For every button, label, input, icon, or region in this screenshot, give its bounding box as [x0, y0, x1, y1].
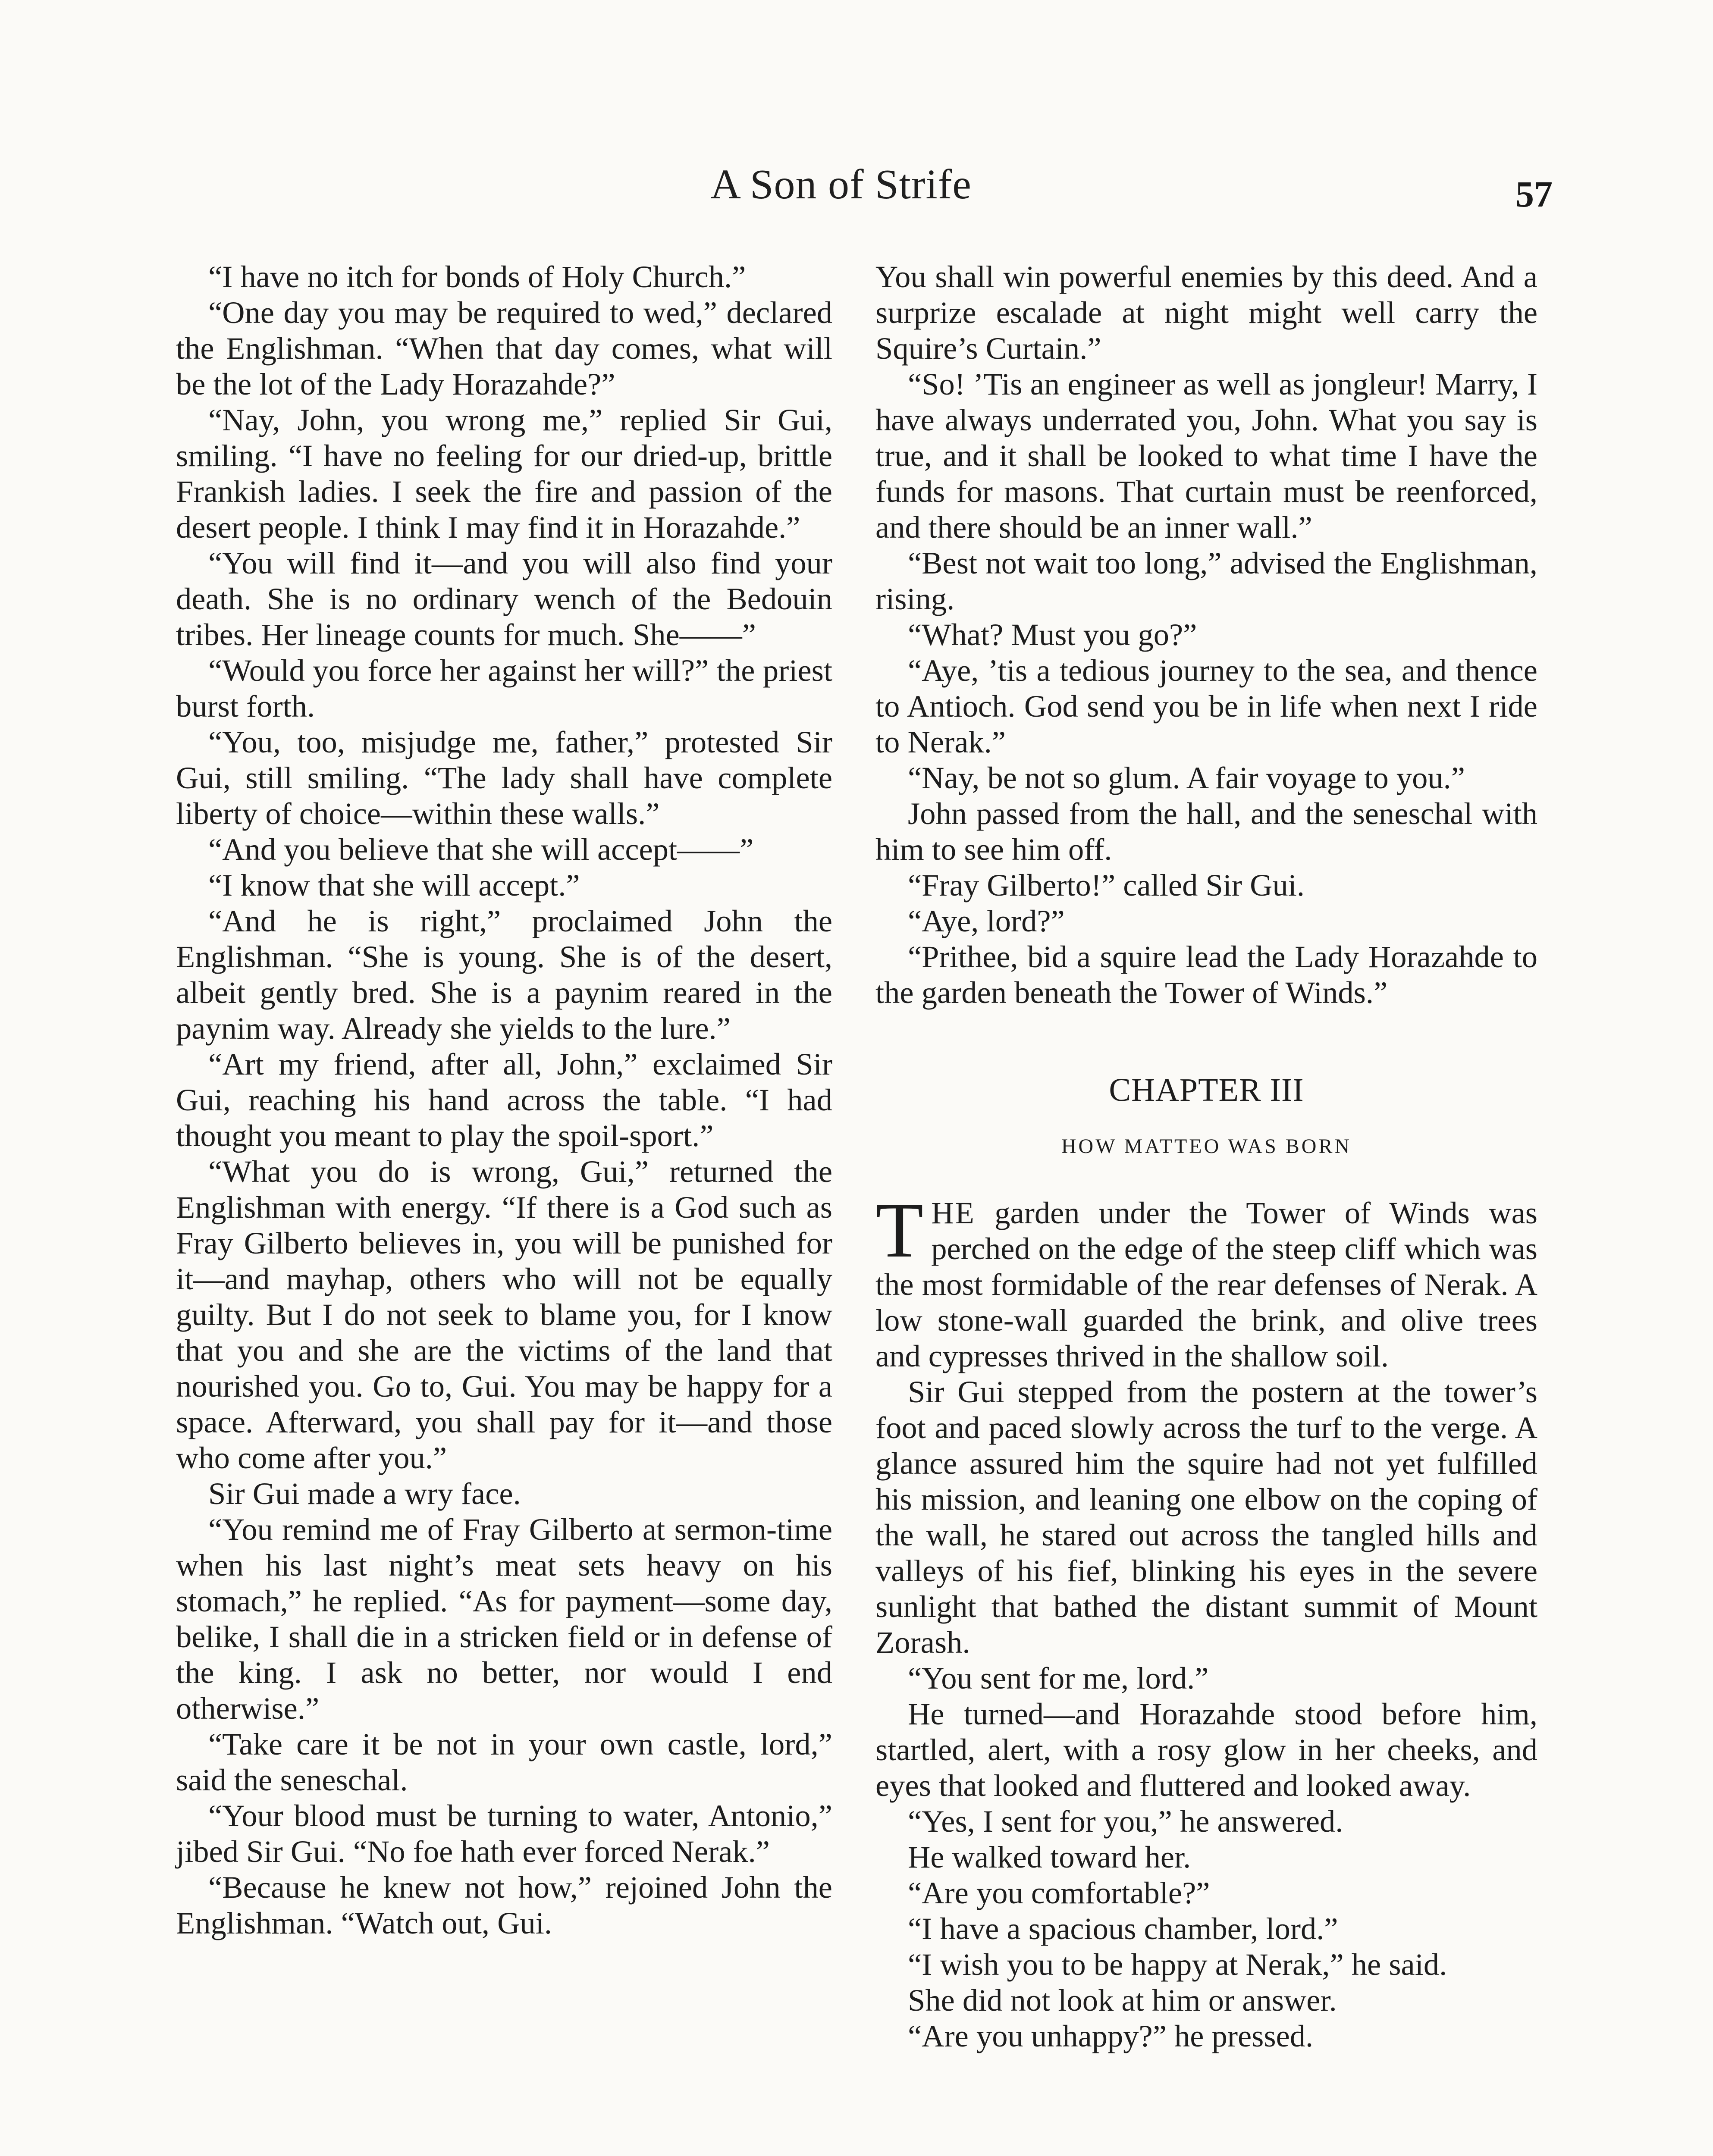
- left-column: [176, 259, 832, 1941]
- paragraph: “Take care it be not in your own castle, lord,” said the seneschal.: [176, 1727, 832, 1797]
- paragraph: “What you do is wrong, Gui,” returned the Englishman with energy. “If there is a God such as Fray Gilberto believes in, you will be punished for it—and mayhap, others who will not be equally guilty. But I do not seek to blame you, for I know that you and she are the victims of the land that nourished you. Go to, Gui. You may be happy for a space. Afterward, you shall pay for it—and those who come after you.”: [176, 1154, 832, 1475]
- paragraph: “And he is right,” proclaimed John the Englishman. “She is young. She is of the desert, albeit gently bred. She is a paynim reared in the paynim way. Already she yields to the lure.”: [176, 903, 832, 1046]
- paragraph: “Prithee, bid a squire lead the Lady Horazahde to the garden beneath the Tower of Winds.”: [875, 939, 1537, 1010]
- chapter-subtitle: HOW MATTEO WAS BORN: [1061, 1135, 1352, 1158]
- paragraph: She did not look at him or answer.: [908, 1983, 1337, 2018]
- paragraph: John passed from the hall, and the seneschal with him to see him off.: [875, 796, 1537, 867]
- paragraph: “What? Must you go?”: [908, 617, 1197, 652]
- paragraph: “I have no itch for bonds of Holy Church.”: [208, 259, 746, 294]
- paragraph: “One day you may be required to wed,” declared the Englishman. “When that day comes, what will be the lot of the Lady Horazahde?”: [176, 295, 832, 401]
- right-column: [875, 259, 1537, 2054]
- paragraph: “Aye, lord?”: [908, 903, 1065, 938]
- opening-text: garden under the Tower of Winds was perched on the edge of the steep cliff which was the most formidable of the rear defenses of Nerak. A low stone-wall guarded the brink, and olive trees and cypresses thrived in the shallow soil.: [875, 1195, 1537, 1373]
- paragraph: “You, too, misjudge me, father,” protested Sir Gui, still smiling. “The lady shall have complete liberty of choice—within these walls.”: [176, 724, 832, 831]
- running-title: A Son of Strife: [710, 161, 972, 208]
- paragraph: Sir Gui made a wry face.: [208, 1476, 521, 1511]
- paragraph: “Aye, ’tis a tedious journey to the sea, and thence to Antioch. God send you be in life when next I ride to Nerak.”: [875, 653, 1537, 759]
- paragraph: “Because he knew not how,” rejoined John the Englishman. “Watch out, Gui.: [176, 1870, 832, 1940]
- paragraph: “Nay, John, you wrong me,” replied Sir Gui, smiling. “I have no feeling for our dried-up, brittle Frankish ladies. I seek the fire and passion of the desert people. I think I may find it in Horazahde.”: [176, 402, 832, 545]
- paragraph: “And you believe that she will accept——”: [208, 832, 754, 867]
- drop-cap: T: [875, 1187, 924, 1274]
- paragraph: “Nay, be not so glum. A fair voyage to you.”: [908, 760, 1465, 795]
- paragraph: “I have a spacious chamber, lord.”: [908, 1911, 1338, 1946]
- paragraph: “Are you unhappy?” he pressed.: [908, 2018, 1314, 2053]
- paragraph: “I know that she will accept.”: [208, 868, 580, 903]
- paragraph: “You sent for me, lord.”: [908, 1661, 1209, 1695]
- paragraph: “Fray Gilberto!” called Sir Gui.: [908, 868, 1305, 903]
- paragraph: “Yes, I sent for you,” he answered.: [908, 1804, 1343, 1839]
- paragraph: “You will find it—and you will also find your death. She is no ordinary wench of the Bedouin tribes. Her lineage counts for much. She——”: [176, 545, 832, 652]
- paragraph: He walked toward her.: [908, 1839, 1191, 1874]
- opening-word: HE: [931, 1195, 976, 1230]
- paragraph: “I wish you to be happy at Nerak,” he said.: [908, 1947, 1447, 1982]
- paragraph-continued: You shall win powerful enemies by this deed. And a surprize escalade at night might well carry the Squire’s Curtain.”: [875, 259, 1537, 366]
- paragraph: He turned—and Horazahde stood before him, startled, alert, with a rosy glow in her cheeks, and eyes that looked and fluttered and looked away.: [875, 1696, 1537, 1803]
- paragraph: “Are you comfortable?”: [908, 1875, 1210, 1910]
- page-number: 57: [1515, 173, 1553, 215]
- chapter-opening-paragraph: [875, 1187, 1537, 1374]
- paragraph: “Your blood must be turning to water, Antonio,” jibed Sir Gui. “No foe hath ever forced Nerak.”: [176, 1798, 832, 1869]
- paragraph: “So! ’Tis an engineer as well as jongleur! Marry, I have always underrated you, John. What you say is true, and it shall be looked to what time I have the funds for masons. That curtain must be reenforced, and there should be an inner wall.”: [875, 367, 1537, 545]
- paragraph: “Would you force her against her will?” the priest burst forth.: [176, 653, 832, 724]
- chapter-title: CHAPTER III: [1109, 1072, 1304, 1108]
- paragraph: “Best not wait too long,” advised the Englishman, rising.: [875, 545, 1537, 616]
- paragraph: “Art my friend, after all, John,” exclaimed Sir Gui, reaching his hand across the table. “I had thought you meant to play the spoil-sport.”: [176, 1047, 832, 1153]
- paragraph: “You remind me of Fray Gilberto at sermon-time when his last night’s meat sets heavy on his stomach,” he replied. “As for payment—some day, belike, I shall die in a stricken field or in defense of the king. I ask no better, nor would I end otherwise.”: [176, 1512, 832, 1726]
- paragraph: Sir Gui stepped from the postern at the tower’s foot and paced slowly across the turf to the verge. A glance assured him the squire had not yet fulfilled his mission, and leaning one elbow on the coping of the wall, he stared out across the tangled hills and valleys of his fief, blinking his eyes in the severe sunlight that bathed the distant summit of Mount Zorash.: [875, 1374, 1537, 1660]
